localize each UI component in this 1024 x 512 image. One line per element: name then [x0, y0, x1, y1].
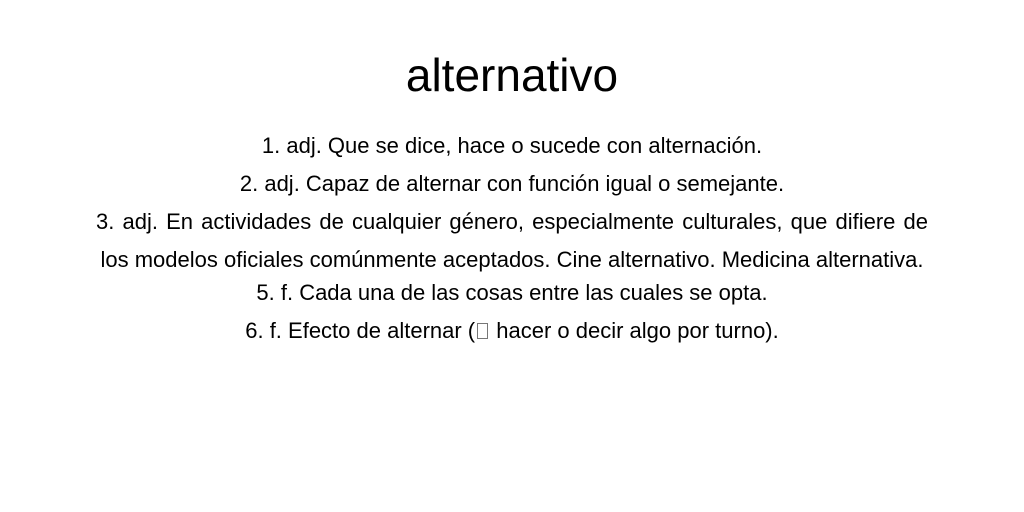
- definition-5: 5. f. Cada una de las cosas entre las cuales se opta.: [256, 280, 768, 305]
- definition-6: [96, 312, 928, 350]
- definition-3: 3. adj. En actividades de cualquier género, especialmente culturales, que difiere de los modelos oficiales comúnmente aceptados. Cine alternativo. Medicina alternativa.: [96, 209, 928, 272]
- definition-1: 1. adj. Que se dice, hace o sucede con alternación.: [261, 133, 763, 158]
- headword: alternativo: [405, 49, 619, 101]
- definition-2: 2. adj. Capaz de alternar con función igual o semejante.: [239, 171, 785, 196]
- definition-6-end: hacer o decir algo por turno).: [490, 318, 779, 343]
- definition-6-start: 6. f. Efecto de alternar (: [245, 318, 476, 343]
- missing-glyph-icon: [477, 323, 488, 339]
- definition-list: [96, 127, 928, 350]
